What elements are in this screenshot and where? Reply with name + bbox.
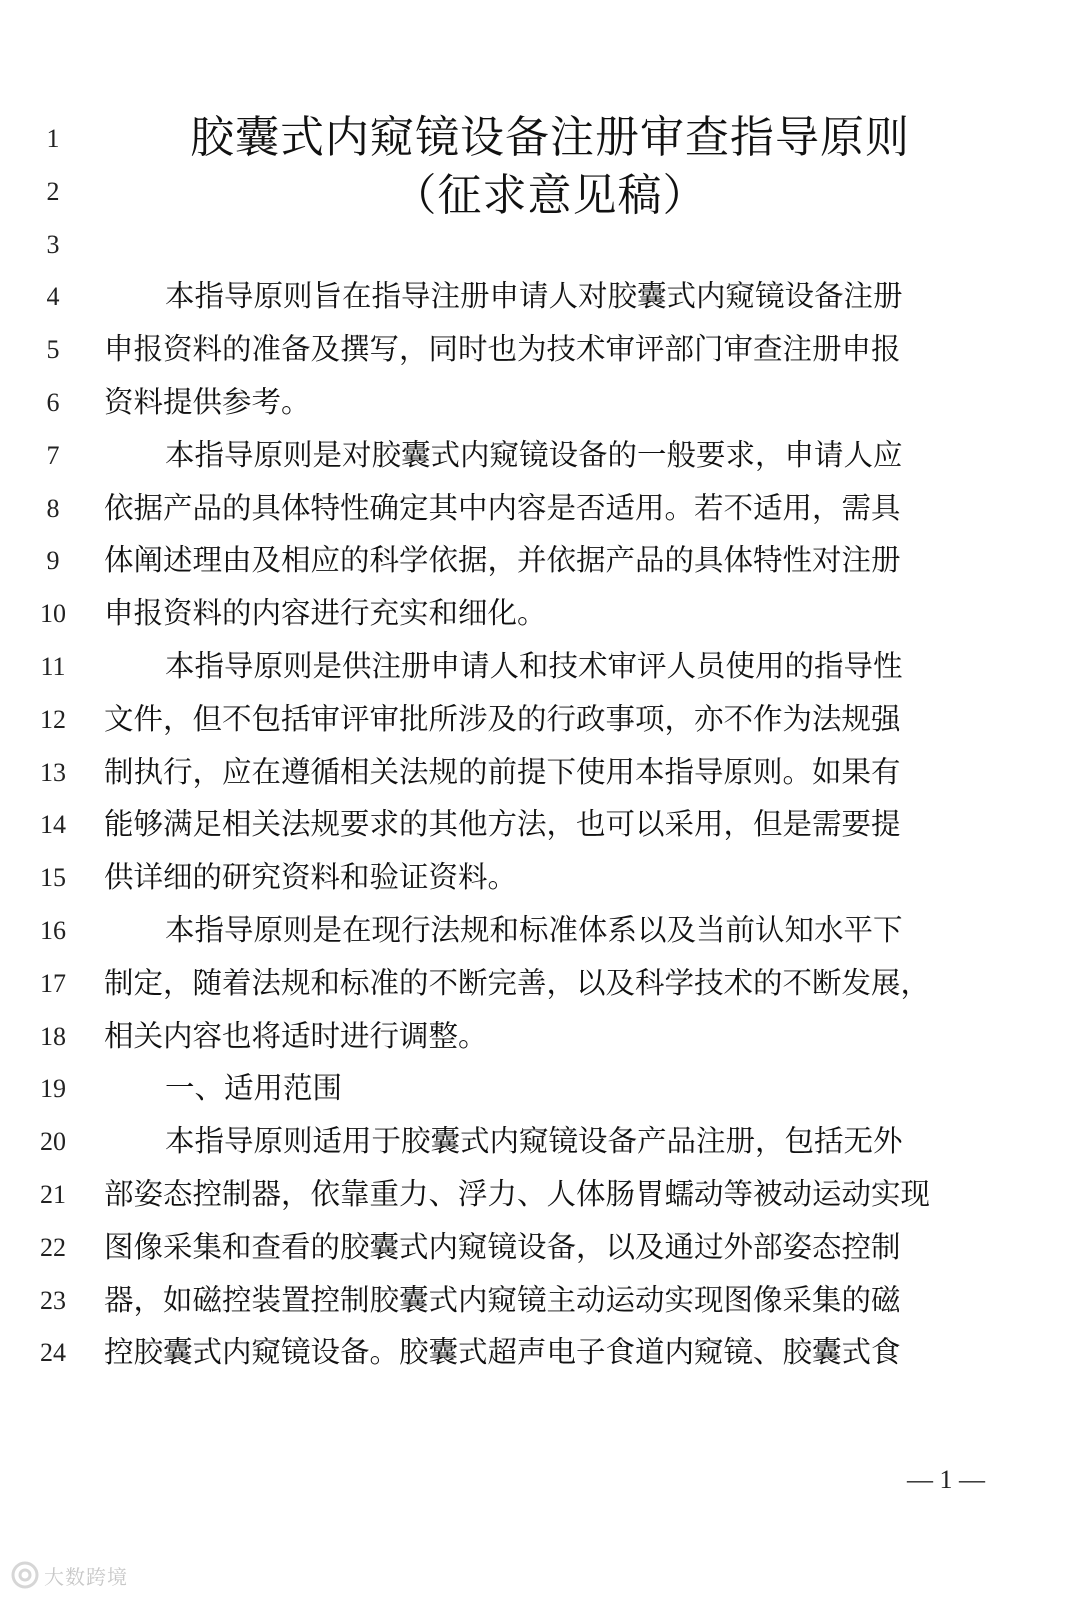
document-line (0, 112, 1080, 165)
document-subtitle: （征求意见稿） (392, 170, 708, 221)
line-number: 5 (46, 335, 60, 365)
document-line (0, 376, 1080, 429)
line-text: 部姿态控制器，依靠重力、浮力、人体肠胃蠕动等被动运动实现 (104, 1177, 931, 1211)
line-text: 供详细的研究资料和验证资料。 (104, 860, 518, 895)
document-line (0, 798, 1080, 851)
line-number: 24 (40, 1338, 66, 1368)
document-line (0, 587, 1080, 640)
line-text: 相关内容也将适时进行调整。 (104, 1018, 488, 1053)
line-text: 本指导原则适用于胶囊式内窥镜设备产品注册，包括无外 (165, 1124, 903, 1159)
line-number: 1 (46, 124, 60, 153)
line-number: 4 (46, 282, 60, 312)
line-text: 依据产品的具体特性确定其中内容是否适用。若不适用，需具 (104, 490, 901, 525)
line-text: 制执行，应在遵循相关法规的前提下使用本指导原则。如果有 (104, 754, 901, 789)
document-line (0, 957, 1080, 1010)
document-line (0, 904, 1080, 957)
line-number: 16 (40, 916, 66, 945)
document-line (0, 1115, 1080, 1168)
watermark-logo-icon (10, 1560, 40, 1590)
line-number: 21 (40, 1180, 66, 1209)
document-line (0, 218, 1080, 271)
line-number: 17 (40, 968, 66, 998)
document-line (0, 746, 1080, 799)
line-number: 13 (40, 757, 66, 787)
document-title: 胶囊式内窥镜设备注册审查指导原则 (190, 112, 910, 163)
line-number: 11 (40, 652, 66, 681)
document-line (0, 640, 1080, 693)
line-number: 15 (40, 863, 66, 893)
line-text: 文件，但不包括审评审批所涉及的行政事项，亦不作为法规强 (104, 701, 901, 736)
line-number: 23 (40, 1285, 66, 1315)
line-number: 18 (40, 1021, 66, 1051)
line-text: 资料提供参考。 (104, 385, 311, 419)
document-line (0, 534, 1080, 587)
document-line (0, 851, 1080, 904)
line-text: 一、适用范围 (165, 1071, 343, 1106)
document-line (0, 1326, 1080, 1379)
document-line (0, 1274, 1080, 1327)
line-text: 本指导原则是供注册申请人和技术审评人员使用的指导性 (165, 649, 903, 683)
line-text: 体阐述理由及相应的科学依据，并依据产品的具体特性对注册 (104, 543, 901, 578)
document-line (0, 1010, 1080, 1063)
document-line (0, 1221, 1080, 1274)
line-text: 本指导原则是对胶囊式内窥镜设备的一般要求，申请人应 (165, 437, 903, 472)
document-line (0, 270, 1080, 323)
line-number: 9 (46, 546, 60, 576)
line-number: 8 (46, 493, 60, 523)
line-number: 10 (40, 599, 66, 629)
line-number: 12 (40, 704, 66, 734)
line-text: 制定，随着法规和标准的不断完善，以及科学技术的不断发展， (104, 965, 931, 1000)
watermark-text: 大数跨境 (44, 1564, 128, 1589)
watermark (10, 1560, 128, 1590)
document-line (0, 693, 1080, 746)
line-number: 20 (40, 1127, 66, 1157)
line-number: 2 (46, 176, 60, 206)
line-text: 本指导原则旨在指导注册申请人对胶囊式内窥镜设备注册 (165, 279, 903, 314)
line-number: 3 (46, 229, 60, 259)
document-line (0, 1062, 1080, 1115)
line-text: 器，如磁控装置控制胶囊式内窥镜主动运动实现图像采集的磁 (104, 1282, 901, 1317)
line-text: 能够满足相关法规要求的其他方法，也可以采用，但是需要提 (104, 807, 901, 842)
line-number: 6 (46, 388, 60, 417)
line-text: 申报资料的准备及撰写，同时也为技术审评部门审查注册申报 (104, 332, 901, 367)
document-line (0, 429, 1080, 482)
line-text: 申报资料的内容进行充实和细化。 (104, 596, 547, 631)
page-number: — 1 — (907, 1465, 985, 1494)
line-number: 19 (40, 1074, 66, 1104)
line-text: 本指导原则是在现行法规和标准体系以及当前认知水平下 (165, 913, 903, 947)
document-line (0, 1168, 1080, 1221)
line-number: 7 (46, 440, 60, 470)
line-text: 图像采集和查看的胶囊式内窥镜设备，以及通过外部姿态控制 (104, 1229, 901, 1264)
line-text: 控胶囊式内窥镜设备。胶囊式超声电子食道内窥镜、胶囊式食 (104, 1335, 901, 1370)
line-number: 14 (40, 810, 66, 840)
line-number: 22 (40, 1232, 66, 1262)
document-line (0, 323, 1080, 376)
document-line (0, 482, 1080, 535)
document-line (0, 165, 1080, 218)
